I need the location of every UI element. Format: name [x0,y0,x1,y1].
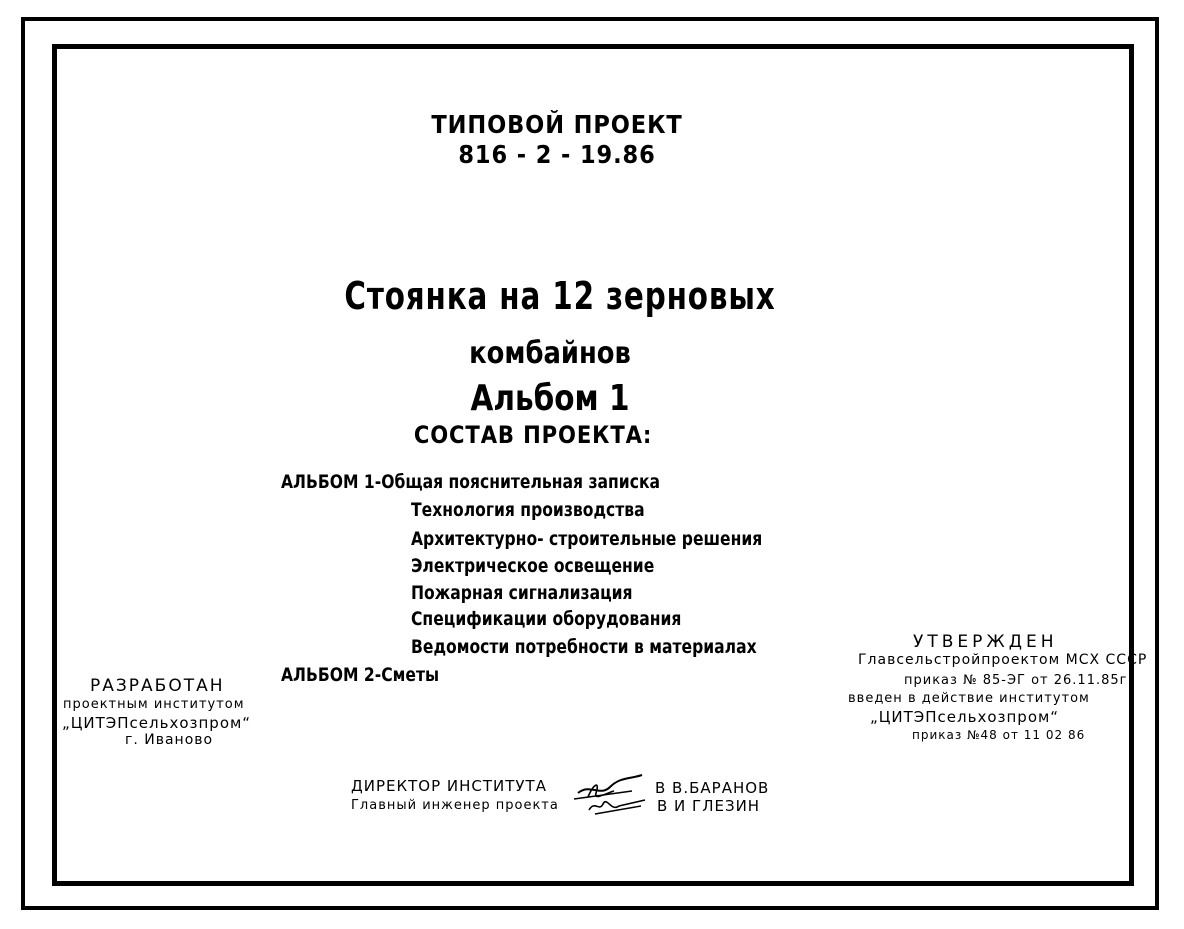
approved-title: УТВЕРЖДЕН [913,632,1058,652]
composition-item: Технология производства [411,499,645,521]
director-name: В В.БАРАНОВ [655,779,770,797]
approved-line-5: приказ №48 от 11 02 86 [912,728,1086,742]
approved-line-2: приказ № 85-ЭГ от 26.11.85г [904,673,1128,688]
inner-frame [52,44,1134,886]
developed-line-2: „ЦИТЭПсельхозпром“ [62,714,252,732]
approved-line-4: „ЦИТЭПсельхозпром“ [870,708,1060,726]
album-title: Альбом 1 [470,378,630,419]
composition-item: Электрическое освещение [411,555,655,577]
developed-line-3: г. Иваново [125,732,214,748]
composition-item: Спецификации оборудования [411,608,682,630]
composition-heading: СОСТАВ ПРОЕКТА: [413,421,653,449]
developed-title: РАЗРАБОТАН [90,676,225,696]
approved-line-1: Главсельстройпроектом МСХ СССР [858,652,1148,668]
project-number: 816 - 2 - 19.86 [458,140,656,169]
composition-item: Ведомости потребности в материалах [411,636,757,658]
album1-label: АЛЬБОМ 1-Общая пояснительная записка [281,471,661,493]
approved-line-3: введен в действие институтом [848,691,1090,706]
project-type-heading: ТИПОВОЙ ПРОЕКТ [431,110,683,139]
album2-label: АЛЬБОМ 2-Сметы [281,664,440,686]
developed-line-1: проектным институтом [63,697,245,712]
composition-item: Архитектурно- строительные решения [411,528,763,550]
engineer-name: В И ГЛЕЗИН [657,797,761,815]
title-line-2: комбайнов [469,336,631,371]
engineer-signature-icon [585,792,655,822]
director-title: ДИРЕКТОР ИНСТИТУТА [351,777,547,795]
engineer-title: Главный инженер проекта [351,798,559,813]
composition-item: Пожарная сигнализация [411,582,633,604]
title-line-1: Стоянка на 12 зерновых [344,274,776,318]
